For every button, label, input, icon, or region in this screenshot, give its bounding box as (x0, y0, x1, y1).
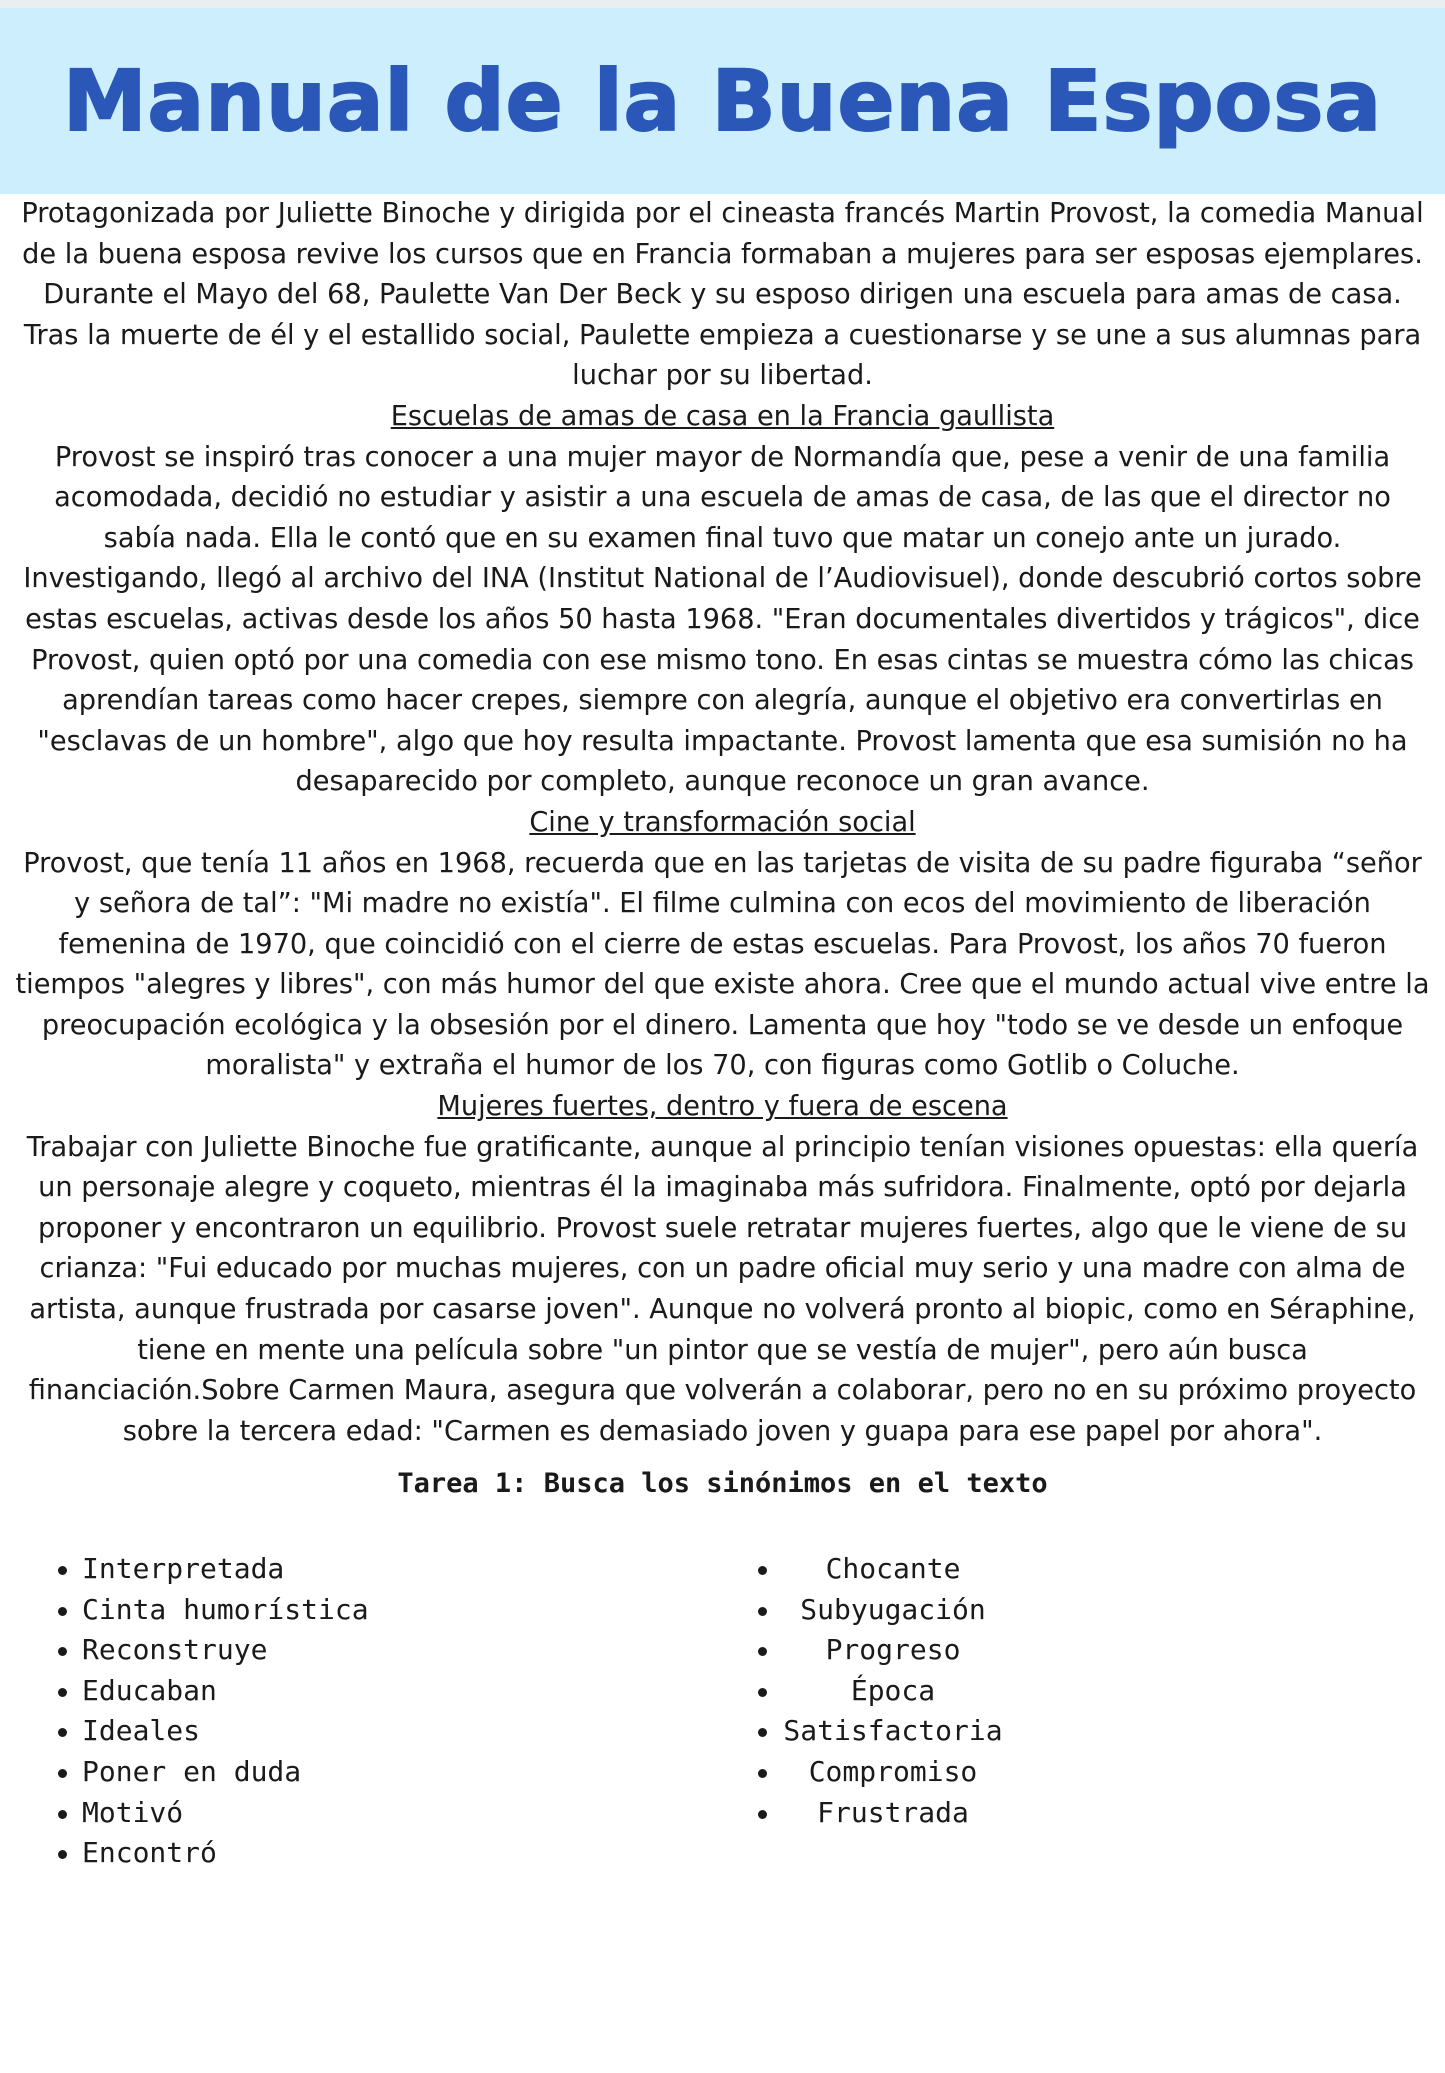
task-title: Tarea 1: Busca los sinónimos en el texto (397, 1468, 1048, 1499)
top-strip (0, 0, 1445, 8)
list-item: Época (758, 1671, 1008, 1712)
list-item: Frustrada (758, 1793, 1008, 1834)
section-body-schools: Provost se inspiró tras conocer a una mujer mayor de Normandía que, pese a venir de una familia acomodada, decidió no estudiar y asistir a una escuela de amas de casa, de las que el director no sabía nada. Ella le contó que en su examen final tuvo que matar un conejo ante un jurado. Investigando, llegó al archivo del INA (Institut National de l’Audiovisuel), donde descubrió cortos sobre estas escuelas, activas desde los años 50 hasta 1968. "Eran documentales divertidos y trágicos", dice Provost, quien optó por una comedia con ese mismo tono. En esas cintas se muestra cómo las chicas aprendían tareas como hacer crepes, siempre con alegría, aunque el objetivo era convertirlas en "esclavas de un hombre", algo que hoy resulta impactante. Provost lamenta que esa sumisión no ha desaparecido por completo, aunque reconoce un gran avance. (23, 441, 1422, 798)
list-item: Progreso (758, 1630, 1008, 1671)
article (14, 194, 1431, 1452)
page-title: Manual de la Buena Esposa (62, 52, 1383, 150)
section-heading-cinema: Cine y transformación social (529, 806, 916, 838)
section-body-women: Trabajar con Juliette Binoche fue gratificante, aunque al principio tenían visiones opuestas: ella quería un personaje alegre y coqueto, mientras él la imaginaba más sufridora. Finalmente, optó por dejarla proponer y encontraron un equilibrio. Provost suele retratar mujeres fuertes, algo que le viene de su crianza: "Fui educado por muchas mujeres, con un padre oficial muy serio y una madre con alma de artista, aunque frustrada por casarse joven". Aunque no volverá pronto al biopic, como en Séraphine, tiene en mente una película sobre "un pintor que se vestía de mujer", pero aún busca financiación.Sobre Carmen Maura, asegura que volverán a colaborar, pero no en su próximo proyecto sobre la tercera edad: "Carmen es demasiado joven y guapa para ese papel por ahora". (26, 1131, 1419, 1447)
list-item: Subyugación (758, 1590, 1008, 1631)
list-item: Chocante (758, 1549, 1008, 1590)
title-banner (0, 8, 1445, 194)
list-item: Satisfactoria (758, 1711, 1008, 1752)
synonym-list-right (758, 1549, 1008, 1833)
section-heading-women: Mujeres fuertes, dentro y fuera de escena (437, 1091, 1008, 1123)
list-item: Reconstruye (58, 1630, 678, 1671)
list-item: Compromiso (758, 1752, 1008, 1793)
list-item: Poner en duda (58, 1752, 678, 1793)
list-item: Motivó (58, 1793, 678, 1834)
list-item: Cinta humorística (58, 1590, 678, 1631)
section-heading-schools: Escuelas de amas de casa en la Francia gaullista (390, 400, 1055, 432)
intro-paragraph: Protagonizada por Juliette Binoche y dirigida por el cineasta francés Martin Provost, la comedia Manual de la buena esposa revive los cursos que en Francia formaban a mujeres para ser esposas ejemplares. Durante el Mayo del 68, Paulette Van Der Beck y su esposo dirigen una escuela para amas de casa. Tras la muerte de él y el estallido social, Paulette empieza a cuestionarse y se une a sus alumnas para luchar por su libertad. (21, 198, 1424, 392)
list-item: Interpretada (58, 1549, 678, 1590)
synonym-list-left (58, 1549, 678, 1874)
list-item: Educaban (58, 1671, 678, 1712)
list-item: Encontró (58, 1833, 678, 1874)
list-item: Ideales (58, 1711, 678, 1752)
section-body-cinema: Provost, que tenía 11 años en 1968, recuerda que en las tarjetas de visita de su padre figuraba “señor y señora de tal”: "Mi madre no existía". El filme culmina con ecos del movimiento de liberación femenina de 1970, que coincidió con el cierre de estas escuelas. Para Provost, los años 70 fueron tiempos "alegres y libres", con más humor del que existe ahora. Cree que el mundo actual vive entre la preocupación ecológica y la obsesión por el dinero. Lamenta que hoy "todo se ve desde un enfoque moralista" y extraña el humor de los 70, con figuras como Gotlib o Coluche. (15, 847, 1430, 1082)
